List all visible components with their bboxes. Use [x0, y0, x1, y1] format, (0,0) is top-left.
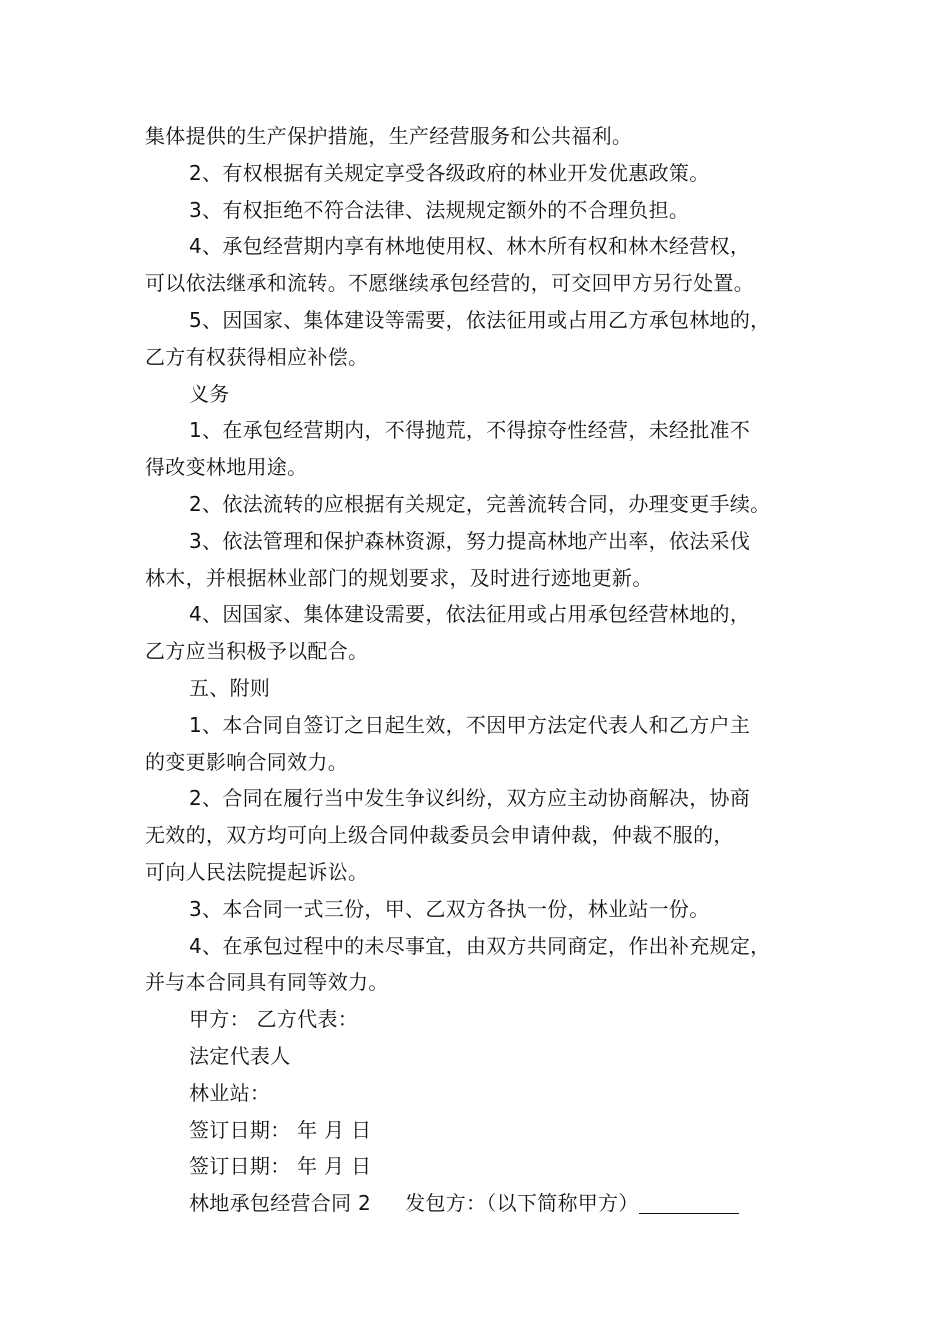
text-line: 甲方： 乙方代表： [189, 1007, 359, 1032]
text-line: 乙方有权获得相应补偿。 [145, 344, 369, 369]
text-line: 无效的，双方均可向上级合同仲裁委员会申请仲裁，仲裁不服的， [145, 823, 734, 848]
party-a-label: 发包方：（以下简称甲方） [405, 1191, 639, 1216]
text-line: 乙方应当积极予以配合。 [145, 639, 369, 664]
contract-2-title: 林地承包经营合同 2 [189, 1191, 372, 1216]
document-body [145, 118, 835, 1222]
text-line: 五、附则 [189, 675, 271, 700]
text-line: 签订日期： 年 月 日 [189, 1117, 372, 1142]
text-line: 可以依法继承和流转。不愿继续承包经营的，可交回甲方另行处置。 [145, 271, 754, 296]
fill-in-blank [639, 1191, 739, 1214]
text-line: 可向人民法院提起诉讼。 [145, 859, 369, 884]
text-line: 4、承包经营期内享有林地使用权、林木所有权和林木经营权， [189, 234, 751, 259]
text-line: 2、合同在履行当中发生争议纠纷，双方应主动协商解决，协商 [189, 786, 751, 811]
text-line: 5、因国家、集体建设等需要，依法征用或占用乙方承包林地的， [189, 307, 771, 332]
text-line: 法定代表人 [189, 1043, 291, 1068]
contract-2-heading-line [145, 1185, 835, 1222]
text-line: 的变更影响合同效力。 [145, 749, 348, 774]
text-line: 集体提供的生产保护措施，生产经营服务和公共福利。 [145, 124, 633, 148]
text-line: 3、依法管理和保护森林资源，努力提高林地产出率，依法采伐 [189, 528, 751, 553]
text-line: 1、本合同自签订之日起生效，不因甲方法定代表人和乙方户主 [189, 712, 751, 737]
text-line: 3、本合同一式三份，甲、乙双方各执一份，林业站一份。 [189, 896, 710, 921]
text-line: 并与本合同具有同等效力。 [145, 970, 389, 995]
text-line: 得改变林地用途。 [145, 455, 308, 480]
text-line: 林木，并根据林业部门的规划要求，及时进行迹地更新。 [145, 565, 653, 590]
text-line: 签订日期： 年 月 日 [189, 1154, 372, 1179]
text-line: 林业站： [189, 1080, 271, 1105]
text-line: 3、有权拒绝不符合法律、法规规定额外的不合理负担。 [189, 197, 690, 222]
text-line: 4、因国家、集体建设需要，依法征用或占用承包经营林地的， [189, 602, 751, 627]
text-line: 义务 [189, 381, 230, 406]
text-line: 2、依法流转的应根据有关规定，完善流转合同，办理变更手续。 [189, 491, 771, 516]
text-line: 4、在承包过程中的未尽事宜，由双方共同商定，作出补充规定， [189, 933, 771, 958]
text-line: 2、有权根据有关规定享受各级政府的林业开发优惠政策。 [189, 160, 710, 185]
text-line: 1、在承包经营期内，不得抛荒，不得掠夺性经营，未经批准不 [189, 418, 751, 443]
